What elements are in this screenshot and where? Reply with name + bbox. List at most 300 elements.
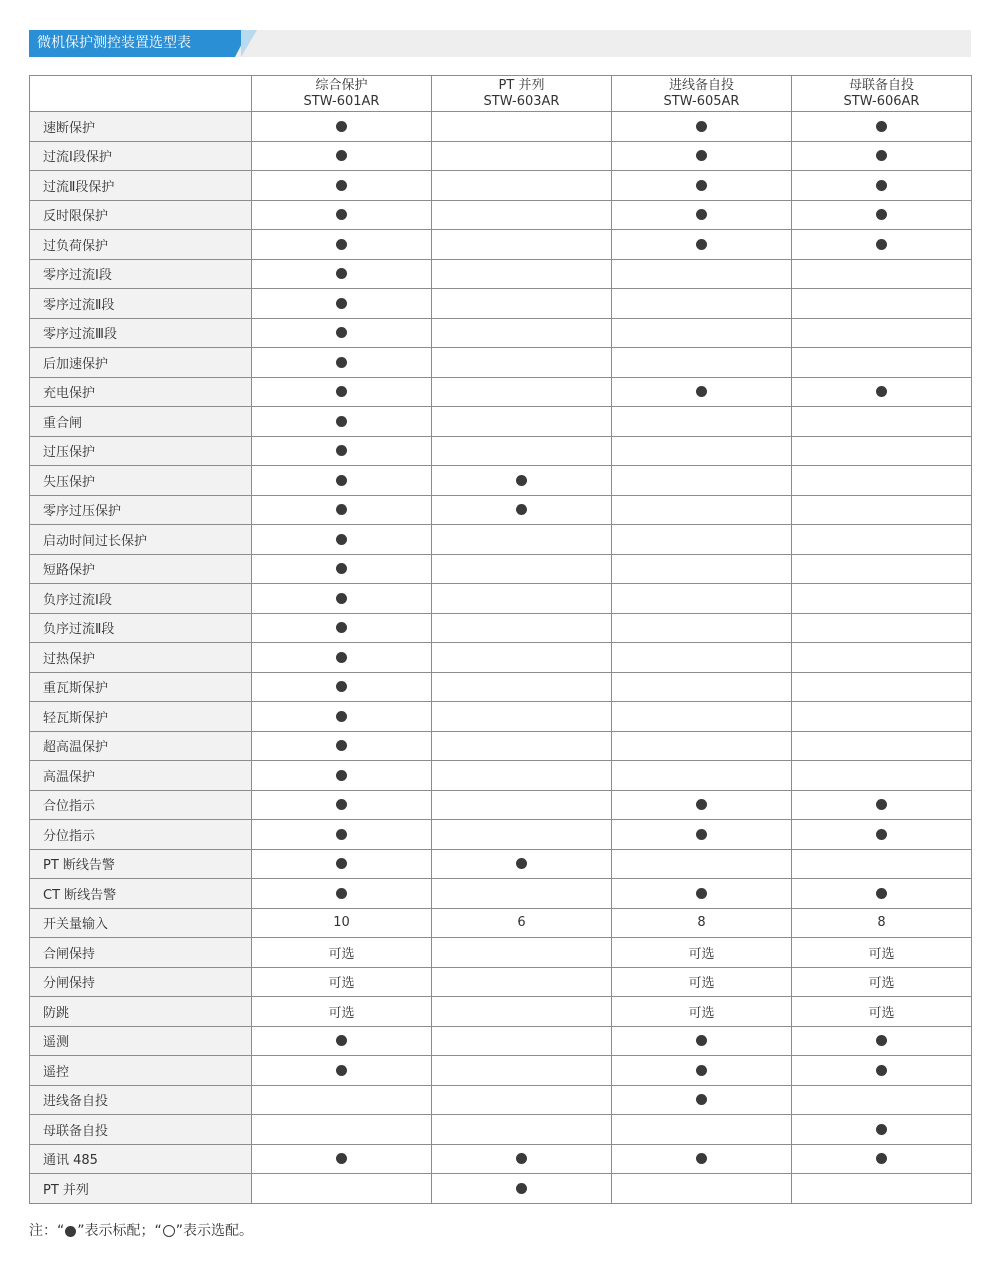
table-row [30, 436, 972, 466]
table-cell [252, 849, 432, 879]
table-cell [792, 908, 972, 938]
table-cell [432, 1085, 612, 1115]
table-cell [612, 141, 792, 171]
column-header-name: PT 并列 [498, 77, 545, 93]
table-row [30, 820, 972, 850]
row-label: 进线备自投 [30, 1085, 252, 1115]
table-cell [252, 643, 432, 673]
standard-dot-icon [696, 121, 707, 132]
standard-dot-icon [336, 416, 347, 427]
row-label: 重合闸 [30, 407, 252, 437]
table-row [30, 702, 972, 732]
table-cell [792, 230, 972, 260]
row-label: 遥测 [30, 1026, 252, 1056]
standard-dot-icon [876, 888, 887, 899]
row-label: 开关量输入 [30, 908, 252, 938]
table-cell [252, 230, 432, 260]
table-cell [612, 495, 792, 525]
table-row [30, 318, 972, 348]
table-cell [792, 643, 972, 673]
cell-value: 可选 [688, 1005, 715, 1021]
table-cell [432, 525, 612, 555]
row-label: 充电保护 [30, 377, 252, 407]
standard-dot-icon [336, 121, 347, 132]
standard-dot-icon [336, 534, 347, 545]
table-cell [432, 1056, 612, 1086]
table-row [30, 230, 972, 260]
table-cell [792, 112, 972, 142]
standard-dot-icon [876, 1035, 887, 1046]
table-cell [612, 348, 792, 378]
table-cell [612, 407, 792, 437]
table-cell [432, 466, 612, 496]
table-cell [432, 790, 612, 820]
table-row [30, 908, 972, 938]
standard-dot-icon [336, 327, 347, 338]
table-row [30, 879, 972, 909]
table-cell [792, 1085, 972, 1115]
table-cell [612, 613, 792, 643]
cell-value: 可选 [688, 976, 715, 992]
table-cell [252, 1144, 432, 1174]
table-cell [252, 731, 432, 761]
standard-dot-icon [516, 1153, 527, 1164]
table-cell [252, 377, 432, 407]
standard-dot-icon [696, 150, 707, 161]
table-cell [792, 820, 972, 850]
table-cell [432, 1115, 612, 1145]
table-row [30, 1115, 972, 1145]
table-cell [252, 525, 432, 555]
table-cell [252, 1026, 432, 1056]
table-cell [792, 790, 972, 820]
row-label: 速断保护 [30, 112, 252, 142]
table-cell [612, 525, 792, 555]
standard-dot-icon [336, 740, 347, 751]
table-cell [252, 112, 432, 142]
table-row [30, 997, 972, 1027]
table-cell [432, 879, 612, 909]
note-mid2: ”表示选配。 [175, 1223, 254, 1239]
selection-table [29, 75, 972, 1204]
table-cell [612, 318, 792, 348]
standard-dot-icon [336, 652, 347, 663]
standard-dot-icon [336, 150, 347, 161]
table-cell [432, 938, 612, 968]
table-cell [792, 407, 972, 437]
row-label: 重瓦斯保护 [30, 672, 252, 702]
standard-dot-icon [696, 239, 707, 250]
table-cell [432, 554, 612, 584]
table-cell [612, 171, 792, 201]
table-cell [792, 997, 972, 1027]
column-header [792, 76, 972, 112]
table-cell [792, 672, 972, 702]
table-row [30, 112, 972, 142]
row-label: 通讯 485 [30, 1144, 252, 1174]
column-header-model: STW-606AR [843, 93, 920, 109]
table-cell [612, 289, 792, 319]
standard-dot-icon [336, 475, 347, 486]
table-cell [792, 200, 972, 230]
table-cell [252, 1115, 432, 1145]
row-label: 零序过压保护 [30, 495, 252, 525]
table-cell [252, 141, 432, 171]
header-row [30, 76, 972, 112]
standard-dot-icon [696, 1065, 707, 1076]
table-row [30, 554, 972, 584]
table-cell [252, 879, 432, 909]
cell-value: 可选 [868, 1005, 895, 1021]
table-cell [792, 731, 972, 761]
table-row [30, 938, 972, 968]
table-cell [612, 790, 792, 820]
row-label: 过流Ⅱ段保护 [30, 171, 252, 201]
row-label: 过压保护 [30, 436, 252, 466]
standard-dot-icon [336, 829, 347, 840]
standard-dot-icon [336, 622, 347, 633]
standard-dot-icon [696, 829, 707, 840]
table-cell [792, 289, 972, 319]
table-cell [252, 259, 432, 289]
table-cell [612, 230, 792, 260]
table-cell [432, 230, 612, 260]
column-header [612, 76, 792, 112]
standard-dot-icon [876, 799, 887, 810]
table-cell [612, 643, 792, 673]
standard-dot-icon [336, 711, 347, 722]
table-cell [432, 141, 612, 171]
standard-dot-icon [876, 1124, 887, 1135]
table-cell [432, 643, 612, 673]
table-cell [432, 1174, 612, 1204]
table-row [30, 259, 972, 289]
standard-dot-icon [336, 799, 347, 810]
table-cell [792, 348, 972, 378]
table-row [30, 466, 972, 496]
standard-dot-icon [516, 475, 527, 486]
cell-value: 可选 [868, 976, 895, 992]
table-cell [612, 879, 792, 909]
row-label: 负序过流Ⅱ段 [30, 613, 252, 643]
table-cell [792, 525, 972, 555]
row-label: 过热保护 [30, 643, 252, 673]
row-label: 母联备自投 [30, 1115, 252, 1145]
table-cell [252, 672, 432, 702]
table-cell [792, 377, 972, 407]
column-header-model: STW-605AR [663, 93, 740, 109]
table-cell [432, 377, 612, 407]
standard-dot-icon [336, 357, 347, 368]
standard-dot-icon [696, 799, 707, 810]
table-cell [612, 584, 792, 614]
table-row [30, 790, 972, 820]
table-cell [612, 1174, 792, 1204]
standard-dot-icon [696, 1035, 707, 1046]
table-cell [252, 702, 432, 732]
standard-dot-icon [876, 829, 887, 840]
table-cell [432, 318, 612, 348]
standard-dot-icon [696, 888, 707, 899]
table-cell [792, 1056, 972, 1086]
table-row [30, 377, 972, 407]
row-label: 零序过流Ⅲ段 [30, 318, 252, 348]
standard-dot-icon [336, 888, 347, 899]
table-cell [792, 1174, 972, 1204]
table-cell [252, 200, 432, 230]
cell-value: 可选 [688, 946, 715, 962]
table-cell [432, 702, 612, 732]
table-cell [252, 1174, 432, 1204]
table-cell [252, 407, 432, 437]
table-cell [792, 318, 972, 348]
table-cell [792, 466, 972, 496]
table-cell [432, 820, 612, 850]
table-cell [612, 967, 792, 997]
row-label: 失压保护 [30, 466, 252, 496]
table-cell [792, 1144, 972, 1174]
table-cell [432, 348, 612, 378]
standard-dot-icon [696, 1094, 707, 1105]
standard-dot-icon [876, 1065, 887, 1076]
standard-dot-icon [336, 268, 347, 279]
row-label: 高温保护 [30, 761, 252, 791]
table-cell [432, 761, 612, 791]
table-cell [612, 554, 792, 584]
table-cell [432, 289, 612, 319]
note-prefix: 注：“ [29, 1223, 65, 1239]
row-label: 负序过流Ⅰ段 [30, 584, 252, 614]
column-header [432, 76, 612, 112]
row-label: 遥控 [30, 1056, 252, 1086]
table-cell [252, 967, 432, 997]
standard-dot-icon [876, 239, 887, 250]
standard-dot-icon [336, 386, 347, 397]
cell-value: 可选 [328, 1005, 355, 1021]
row-label: 过负荷保护 [30, 230, 252, 260]
table-cell [612, 761, 792, 791]
standard-dot-icon [336, 239, 347, 250]
table-body [30, 112, 972, 1204]
standard-dot-icon [336, 504, 347, 515]
standard-dot-icon [876, 209, 887, 220]
table-cell [612, 672, 792, 702]
table-row [30, 1174, 972, 1204]
table-cell [792, 171, 972, 201]
table-cell [612, 849, 792, 879]
standard-dot-icon [336, 298, 347, 309]
standard-dot-icon [696, 180, 707, 191]
table-cell [792, 1115, 972, 1145]
standard-dot-icon [696, 1153, 707, 1164]
column-header [252, 76, 432, 112]
cell-value: 8 [877, 915, 886, 931]
row-label: 合位指示 [30, 790, 252, 820]
table-cell [612, 436, 792, 466]
footnote [29, 1220, 253, 1240]
table-cell [792, 584, 972, 614]
standard-dot-icon [876, 180, 887, 191]
page-title: 微机保护测控装置选型表 [29, 30, 235, 57]
row-label: 后加速保护 [30, 348, 252, 378]
table-cell [792, 938, 972, 968]
table-cell [612, 1085, 792, 1115]
note-mid1: ”表示标配；“ [77, 1223, 162, 1239]
standard-dot-icon [876, 121, 887, 132]
standard-dot-icon [336, 563, 347, 574]
row-label: 分闸保持 [30, 967, 252, 997]
table-cell [792, 259, 972, 289]
table-cell [252, 584, 432, 614]
table-cell [252, 761, 432, 791]
title-decoration [241, 30, 257, 57]
table-cell [612, 997, 792, 1027]
column-header-name: 综合保护 [315, 77, 368, 93]
table-row [30, 613, 972, 643]
table-row [30, 141, 972, 171]
optional-ring-icon [163, 1225, 175, 1237]
column-header-name: 母联备自投 [848, 77, 914, 93]
standard-dot-icon [336, 770, 347, 781]
table-cell [792, 141, 972, 171]
row-label: 防跳 [30, 997, 252, 1027]
standard-dot-icon [876, 1153, 887, 1164]
table-cell [252, 1056, 432, 1086]
table-row [30, 1085, 972, 1115]
standard-dot-icon [336, 445, 347, 456]
title-bar [29, 30, 971, 57]
table-cell [252, 289, 432, 319]
table-cell [252, 1085, 432, 1115]
table-cell [792, 879, 972, 909]
table-cell [252, 436, 432, 466]
row-label: 零序过流Ⅱ段 [30, 289, 252, 319]
table-row [30, 761, 972, 791]
table-cell [612, 731, 792, 761]
table-row [30, 849, 972, 879]
table-cell [432, 1026, 612, 1056]
header-corner [30, 76, 252, 112]
table-row [30, 200, 972, 230]
table-cell [252, 318, 432, 348]
standard-dot-icon [336, 681, 347, 692]
table-row [30, 1144, 972, 1174]
table-cell [432, 731, 612, 761]
row-label: 反时限保护 [30, 200, 252, 230]
table-cell [432, 407, 612, 437]
table-cell [432, 200, 612, 230]
table-cell [432, 613, 612, 643]
standard-dot-icon [876, 150, 887, 161]
table-cell [252, 997, 432, 1027]
table-cell [252, 613, 432, 643]
row-label: 合闸保持 [30, 938, 252, 968]
table-cell [612, 1115, 792, 1145]
table-cell [432, 1144, 612, 1174]
standard-dot-icon [336, 180, 347, 191]
table-cell [252, 171, 432, 201]
table-row [30, 643, 972, 673]
table-cell [252, 495, 432, 525]
table-cell [432, 495, 612, 525]
table-cell [252, 938, 432, 968]
column-header-model: STW-603AR [483, 93, 560, 109]
table-cell [432, 849, 612, 879]
table-row [30, 1056, 972, 1086]
table-cell [252, 466, 432, 496]
column-header-name: 进线备自投 [668, 77, 734, 93]
cell-value: 可选 [868, 946, 895, 962]
standard-dot-icon [696, 386, 707, 397]
table-row [30, 171, 972, 201]
table-cell [612, 466, 792, 496]
table-cell [432, 436, 612, 466]
table-row [30, 967, 972, 997]
table-cell [612, 1056, 792, 1086]
cell-value: 8 [697, 915, 706, 931]
table-cell [612, 259, 792, 289]
standard-dot-icon [876, 386, 887, 397]
table-cell [432, 672, 612, 702]
table-cell [792, 613, 972, 643]
table-cell [612, 1026, 792, 1056]
row-label: 轻瓦斯保护 [30, 702, 252, 732]
cell-value: 可选 [328, 946, 355, 962]
standard-dot-icon [336, 593, 347, 604]
table-cell [252, 908, 432, 938]
table-cell [792, 967, 972, 997]
table-row [30, 731, 972, 761]
table-cell [432, 584, 612, 614]
cell-value: 可选 [328, 976, 355, 992]
standard-dot-icon [65, 1226, 76, 1237]
table-cell [252, 820, 432, 850]
standard-dot-icon [336, 1153, 347, 1164]
table-cell [252, 790, 432, 820]
table-cell [432, 259, 612, 289]
table-cell [612, 938, 792, 968]
table-row [30, 525, 972, 555]
table-row [30, 672, 972, 702]
table-row [30, 348, 972, 378]
cell-value: 10 [333, 915, 350, 931]
standard-dot-icon [336, 858, 347, 869]
row-label: 短路保护 [30, 554, 252, 584]
table-cell [432, 171, 612, 201]
table-cell [612, 1144, 792, 1174]
table-cell [252, 554, 432, 584]
table-row [30, 495, 972, 525]
column-header-model: STW-601AR [303, 93, 380, 109]
row-label: PT 断线告警 [30, 849, 252, 879]
table-cell [792, 554, 972, 584]
table-cell [612, 820, 792, 850]
table-cell [612, 377, 792, 407]
table-cell [612, 702, 792, 732]
table-cell [792, 436, 972, 466]
cell-value: 6 [517, 915, 526, 931]
table-cell [612, 112, 792, 142]
table-row [30, 289, 972, 319]
table-cell [432, 908, 612, 938]
table-cell [792, 1026, 972, 1056]
table-row [30, 407, 972, 437]
row-label: CT 断线告警 [30, 879, 252, 909]
standard-dot-icon [696, 209, 707, 220]
table-cell [792, 702, 972, 732]
row-label: PT 并列 [30, 1174, 252, 1204]
row-label: 过流Ⅰ段保护 [30, 141, 252, 171]
